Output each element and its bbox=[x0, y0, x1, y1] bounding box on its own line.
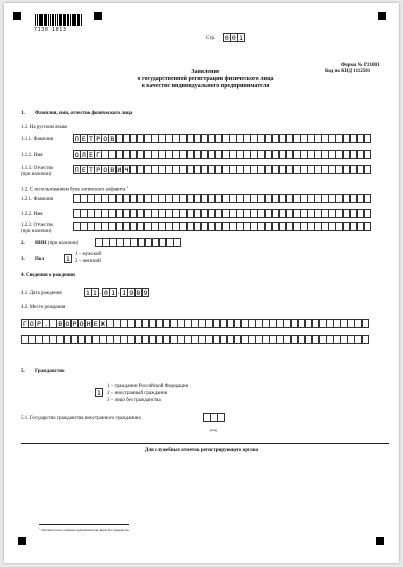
code-label: (код) bbox=[210, 428, 218, 432]
input-cell[interactable]: О bbox=[79, 320, 84, 328]
section3-num: 3. bbox=[21, 257, 25, 262]
input-cell[interactable]: Р bbox=[96, 166, 101, 174]
date-separator: . bbox=[99, 288, 102, 296]
input-cell[interactable]: 1 bbox=[111, 289, 116, 297]
input-cell[interactable] bbox=[364, 209, 372, 218]
input-cell[interactable]: 9 bbox=[129, 289, 134, 297]
input-cell[interactable]: Н bbox=[86, 320, 91, 328]
birth-place-cells-row1[interactable] bbox=[21, 319, 369, 328]
input-cell[interactable]: Р bbox=[37, 320, 41, 328]
foreign-state-label: 5.1. Государство гражданства иностранного гражданина bbox=[21, 416, 141, 421]
foreign-state-cells[interactable] bbox=[203, 413, 224, 422]
page-label: Стр. bbox=[206, 36, 216, 41]
citizenship-option-3: 3 – лицо без гражданства bbox=[107, 398, 161, 403]
page-number-cells[interactable] bbox=[223, 33, 244, 42]
patronymic-label: 1.1.3. Отчество bbox=[21, 166, 54, 171]
input-cell[interactable]: О bbox=[103, 135, 108, 143]
section1-2-label: 1.2. С использованием букв латинского алфавита $^1$ bbox=[21, 185, 129, 193]
input-cell[interactable]: Т bbox=[89, 135, 93, 143]
input-cell[interactable]: Е bbox=[93, 320, 98, 328]
input-cell[interactable]: 1 bbox=[92, 289, 97, 297]
input-cell[interactable]: 1 bbox=[65, 255, 70, 263]
input-cell[interactable] bbox=[217, 413, 225, 422]
input-cell[interactable]: Ж bbox=[100, 320, 105, 328]
date-separator: . bbox=[117, 288, 120, 296]
input-cell[interactable]: Л bbox=[81, 151, 86, 159]
lat-surname-label: 1.2.1. Фамилия bbox=[21, 197, 53, 202]
gender-cell[interactable] bbox=[64, 254, 71, 263]
title-line1: Заявление bbox=[191, 69, 220, 75]
input-cell[interactable]: 1 bbox=[239, 34, 243, 42]
input-cell[interactable]: Р bbox=[72, 320, 77, 328]
input-cell[interactable]: Е bbox=[81, 166, 86, 174]
input-cell[interactable] bbox=[362, 319, 370, 328]
gender-option-male: 1 – мужской bbox=[75, 252, 102, 257]
input-cell[interactable] bbox=[173, 238, 181, 247]
patronymic-note: (при наличии) bbox=[21, 172, 52, 177]
footnote-line bbox=[39, 524, 129, 525]
title-line3: в качестве индивидуального предпринимателя bbox=[141, 83, 270, 89]
lat-patronymic-note: (при наличии) bbox=[21, 229, 52, 234]
citizenship-option-2: 2 – иностранный гражданин bbox=[107, 391, 168, 396]
section1-1-label: 1.1. На русском языке bbox=[21, 125, 68, 130]
birth-date-cells[interactable] bbox=[84, 288, 149, 297]
input-cell[interactable]: 0 bbox=[231, 34, 236, 42]
input-cell[interactable]: 0 bbox=[104, 289, 108, 297]
input-cell[interactable]: . bbox=[44, 320, 49, 328]
input-cell[interactable]: О bbox=[74, 151, 79, 159]
citizenship-option-1: 1 – гражданин Российской Федерации bbox=[107, 384, 189, 389]
input-cell[interactable]: 0 bbox=[224, 34, 229, 42]
surname-cells[interactable] bbox=[73, 134, 371, 143]
gender-option-female: 2 – женский bbox=[75, 259, 101, 264]
input-cell[interactable]: Е bbox=[81, 135, 86, 143]
inn-cells[interactable] bbox=[95, 238, 180, 247]
corner-marker-top-right bbox=[378, 12, 386, 20]
barcode bbox=[35, 14, 83, 26]
form-name: Форма № Р21001 bbox=[341, 63, 380, 68]
divider-line bbox=[21, 443, 389, 444]
lat-name-label: 1.2.2. Имя bbox=[21, 212, 43, 217]
citizenship-heading: Гражданство bbox=[35, 369, 65, 374]
input-cell[interactable]: В bbox=[58, 320, 63, 328]
lat-patronymic-label: 1.2.3. Отчество bbox=[21, 223, 54, 228]
title-line2: о государственной регистрации физического лица bbox=[137, 76, 274, 82]
section2-num: 2. bbox=[21, 241, 25, 246]
birth-date-label: 4.1. Дата рождения bbox=[21, 291, 62, 296]
surname-label: 1.1.1. Фамилия bbox=[21, 137, 53, 142]
section5-num: 5. bbox=[21, 369, 25, 374]
input-cell[interactable]: Ч bbox=[124, 166, 129, 174]
input-cell[interactable]: 9 bbox=[143, 289, 148, 297]
input-cell[interactable]: Е bbox=[89, 151, 93, 159]
input-cell[interactable]: 1 bbox=[96, 389, 101, 397]
birth-place-cells-row2[interactable] bbox=[21, 335, 369, 344]
input-cell[interactable]: 1 bbox=[122, 289, 127, 297]
footnote: $^1$ Заполняется иностранным гражданином или лицом без гражданства. bbox=[39, 527, 130, 532]
input-cell[interactable]: 8 bbox=[136, 289, 141, 297]
input-cell[interactable] bbox=[362, 335, 370, 344]
input-cell[interactable]: В bbox=[110, 166, 115, 174]
section1-num: 1. bbox=[21, 111, 25, 116]
input-cell[interactable]: И bbox=[117, 166, 122, 174]
section4-heading: 4. Сведения о рождении bbox=[21, 273, 75, 278]
input-cell[interactable] bbox=[364, 222, 372, 231]
inn-label: ИНН (при наличии) bbox=[35, 241, 79, 246]
lat-patronymic-cells[interactable] bbox=[73, 222, 371, 231]
input-cell[interactable]: В bbox=[110, 135, 115, 143]
input-cell[interactable]: 1 bbox=[85, 289, 90, 297]
input-cell[interactable] bbox=[364, 134, 372, 143]
input-cell[interactable]: О bbox=[65, 320, 70, 328]
input-cell[interactable]: Р bbox=[96, 135, 101, 143]
input-cell[interactable]: Г bbox=[22, 320, 27, 328]
input-cell[interactable]: Т bbox=[89, 166, 93, 174]
gender-label: Пол bbox=[35, 257, 45, 262]
section1-heading: Фамилия, имя, отчество физического лица bbox=[35, 111, 133, 116]
lat-surname-cells[interactable] bbox=[73, 194, 371, 203]
input-cell[interactable]: О bbox=[103, 166, 108, 174]
form-knd-code: Код по КНД 1112501 bbox=[325, 69, 371, 74]
input-cell[interactable]: О bbox=[29, 320, 34, 328]
citizenship-cell[interactable] bbox=[95, 388, 102, 397]
name-label: 1.1.2. Имя bbox=[21, 153, 43, 158]
corner-marker-bottom-left bbox=[18, 537, 26, 545]
patronymic-cells[interactable] bbox=[73, 165, 371, 174]
lat-name-cells[interactable] bbox=[73, 209, 371, 218]
corner-marker-top-mid bbox=[94, 12, 102, 20]
input-cell[interactable]: П bbox=[74, 135, 79, 143]
input-cell[interactable] bbox=[364, 165, 372, 174]
barcode-number: 7130 1013 bbox=[34, 27, 67, 33]
corner-marker-bottom-right bbox=[376, 537, 384, 545]
birth-place-label: 4.2. Место рождения bbox=[21, 305, 66, 310]
service-heading: Для служебных отметок регистрирующего органа bbox=[144, 448, 259, 453]
input-cell[interactable] bbox=[364, 194, 372, 203]
form-page bbox=[4, 3, 399, 563]
input-cell[interactable] bbox=[364, 150, 372, 159]
corner-marker-top-left bbox=[13, 12, 21, 20]
name-cells[interactable] bbox=[73, 150, 371, 159]
input-cell[interactable]: П bbox=[74, 166, 79, 174]
input-cell[interactable]: Г bbox=[96, 151, 101, 159]
